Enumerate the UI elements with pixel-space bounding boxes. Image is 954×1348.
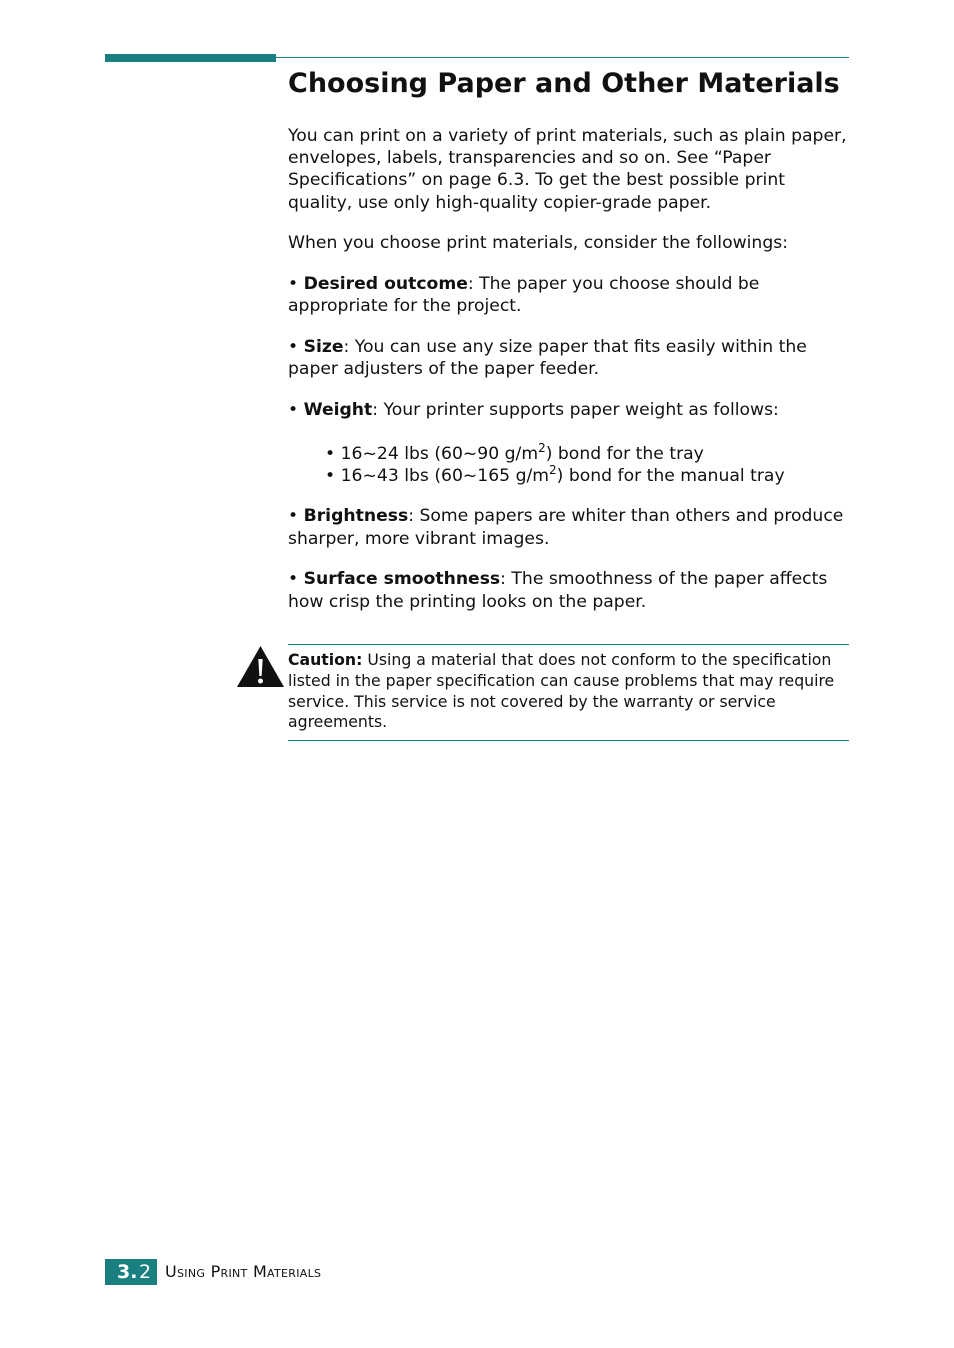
bullet-term: Size [303,336,344,357]
weight-item-manual-tray: • 16~43 lbs (60~165 $g/m^2$) bond for the manual tray [325,463,785,487]
bullet-text: : Your printer supports paper weight as follows: [372,399,779,420]
caution-text: Using a material that does not conform to the specification listed in the paper specification can cause problems that may require service. This service is not covered by the warranty or service agreements. [288,650,835,732]
bullet-text: : The paper you choose should be appropriate for the project. [288,274,760,317]
bullet-term: Weight [303,399,373,420]
intro-paragraph: You can print on a variety of print materials, such as plain paper, envelopes, labels, transparencies and so on. See “Paper Specifications” on page 6.3. To get the best possible print quality, use only high-quality copier-grade paper. [288,126,847,213]
bullet-term: Surface smoothness [303,569,501,590]
caution-note [288,644,849,741]
warning-triangle-icon [236,645,285,688]
bullet-text: : Some papers are whiter than others and produce sharper, more vibrant images. [288,506,844,549]
bullet-text: : You can use any size paper that fits easily within the paper adjusters of the paper feeder. [288,336,807,380]
bullet-term: Brightness [303,506,409,527]
chapter-number: 3. [117,1261,138,1283]
bullet-size [288,336,853,380]
bullet: • [288,274,299,295]
consider-paragraph: When you choose print materials, consider the followings: [288,233,788,254]
bullet-weight [288,399,853,421]
bullet-surface-smoothness [288,568,853,612]
weight-item-tray: • 16~24 lbs (60~90 $g/m^2$) bond for the tray [325,441,704,465]
bullet: • [288,336,299,357]
bullet-term: Desired outcome [303,274,468,295]
footer-section-title: Using Print Materials [165,1262,322,1281]
bullet-brightness [288,505,853,549]
bullet-desired-outcome [288,273,853,317]
bullet: • [288,399,299,420]
bullet: • [288,506,299,527]
page-number: 2 [139,1261,152,1283]
header-accent-bar [105,54,276,62]
main-content [288,125,853,613]
page-number-badge [105,1259,157,1285]
bullet: • [288,569,299,590]
header-rule [276,57,849,58]
page-title: Choosing Paper and Other Materials [288,68,840,99]
caution-label: Caution: [288,650,363,669]
weight-list [325,443,853,487]
bullet-text: : The smoothness of the paper affects how crisp the printing looks on the paper. [288,569,828,612]
